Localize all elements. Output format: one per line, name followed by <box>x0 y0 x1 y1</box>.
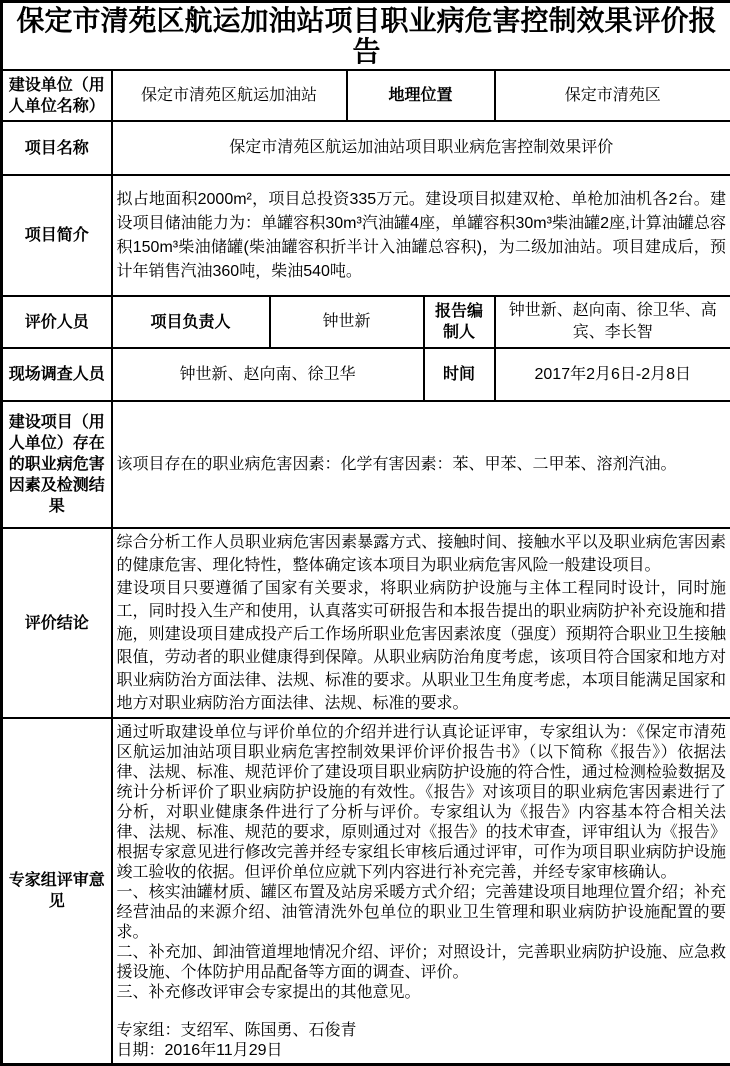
project-brief-label: 项目简介 <box>2 175 112 296</box>
evaluators-row <box>2 296 730 348</box>
hazard-factors-value: 该项目存在的职业病危害因素：化学有害因素：苯、甲苯、二甲苯、溶剂汽油。 <box>112 401 730 528</box>
project-brief-row <box>2 175 730 296</box>
location-value: 保定市清苑区 <box>495 70 730 121</box>
construction-unit-label: 建设单位（用人单位名称） <box>2 70 112 121</box>
expert-review-label: 专家组评审意见 <box>2 718 112 1065</box>
project-name-label: 项目名称 <box>2 121 112 175</box>
survey-time-label: 时间 <box>424 348 495 401</box>
expert-review-date: 日期：2016年11月29日 <box>117 1041 727 1061</box>
hazard-factors-row <box>2 401 730 528</box>
evaluators-label: 评价人员 <box>2 296 112 348</box>
expert-review-value <box>112 718 730 1065</box>
conclusion-row <box>2 528 730 718</box>
project-leader-label: 项目负责人 <box>112 296 270 348</box>
hazard-factors-label: 建设项目（用人单位）存在的职业病危害因素及检测结果 <box>2 401 112 528</box>
expert-review-item-1: 一、核实油罐材质、罐区布置及站房采暖方式介绍；完善建设项目地理位置介绍；补充经营油品的来源介绍、油管清洗外包单位的职业卫生管理和职业病防护设施配置的要求。 <box>117 883 727 943</box>
survey-time-value: 2017年2月6日-2月8日 <box>495 348 730 401</box>
construction-unit-value: 保定市清苑区航运加油站 <box>112 70 347 121</box>
conclusion-paragraph: 综合分析工作人员职业病危害因素暴露方式、接触时间、接触水平以及职业病危害因素的健康危害、理化特性，整体确定该本项目为职业病危害风险一般建设项目。 <box>117 531 727 577</box>
title-row <box>2 2 730 71</box>
report-writers-value: 钟世新、赵向南、徐卫华、高宾、李长智 <box>495 296 730 348</box>
expert-review-row <box>2 718 730 1065</box>
conclusion-label: 评价结论 <box>2 528 112 718</box>
location-label: 地理位置 <box>347 70 495 121</box>
report-title: 保定市清苑区航运加油站项目职业病危害控制效果评价报告 <box>2 2 730 71</box>
project-leader-value: 钟世新 <box>270 296 424 348</box>
expert-team-signature: 专家组：支绍军、陈国勇、石俊青 <box>117 1021 727 1041</box>
project-brief-value: 拟占地面积2000m²，项目总投资335万元。建设项目拟建双枪、单枪加油机各2台。建设项目储油能力为：单罐容积30m³汽油罐4座，单罐容积30m³柴油罐2座,计算油罐总容积150m³柴油储罐(柴油罐容积折半计入油罐总容积)，为二级加油站。项目建成后，预计年销售汽油360吨，柴油540吨。 <box>112 175 730 296</box>
site-survey-row <box>2 348 730 401</box>
expert-review-item-3: 三、补充修改评审会专家提出的其他意见。 <box>117 983 727 1003</box>
report-writers-label: 报告编制人 <box>424 296 495 348</box>
site-survey-label: 现场调查人员 <box>2 348 112 401</box>
conclusion-paragraph: 建设项目只要遵循了国家有关要求，将职业病防护设施与主体工程同时设计，同时施工，同时投入生产和使用，认真落实可研报告和本报告提出的职业病防护补充设施和措施，则建设项目建成投产后工作场所职业危害因素浓度（强度）预期符合职业卫生接触限值，劳动者的职业健康得到保障。从职业病防治角度考虑，该项目符合国家和地方对职业病防治方面法律、法规、标准的要求。从职业卫生角度考虑，本项目能满足国家和地方对职业病防治方面法律、法规、标准的要求。 <box>117 577 727 715</box>
construction-unit-row <box>2 70 730 121</box>
expert-review-paragraph: 通过听取建设单位与评价单位的介绍并进行认真论证评审，专家组认为：《保定市清苑区航运加油站项目职业病危害控制效果评价评价报告书》（以下简称《报告》）依据法律、法规、标准、规范评价了建设项目职业病防护设施的符合性，通过检测检验数据及统计分析评价了职业病防护设施的有效性。《报告》对该项目的职业病危害因素进行了分析，对职业健康条件进行了分析与评价。专家组认为《报告》内容基本符合相关法律、法规、标准、规范的要求，原则通过对《报告》的技术审查，评审组认为《报告》根据专家意见进行修改完善并经专家组长审核后通过评审，可作为项目职业病防护设施竣工验收的依据。但评价单位应就下列内容进行补充完善，并经专家审核确认。 <box>117 723 727 883</box>
conclusion-value <box>112 528 730 718</box>
project-name-row <box>2 121 730 175</box>
site-survey-value: 钟世新、赵向南、徐卫华 <box>112 348 424 401</box>
expert-review-item-2: 二、补充加、卸油管道埋地情况介绍、评价；对照设计，完善职业病防护设施、应急救援设施、个体防护用品配备等方面的调查、评价。 <box>117 943 727 983</box>
project-name-value: 保定市清苑区航运加油站项目职业病危害控制效果评价 <box>112 121 730 175</box>
